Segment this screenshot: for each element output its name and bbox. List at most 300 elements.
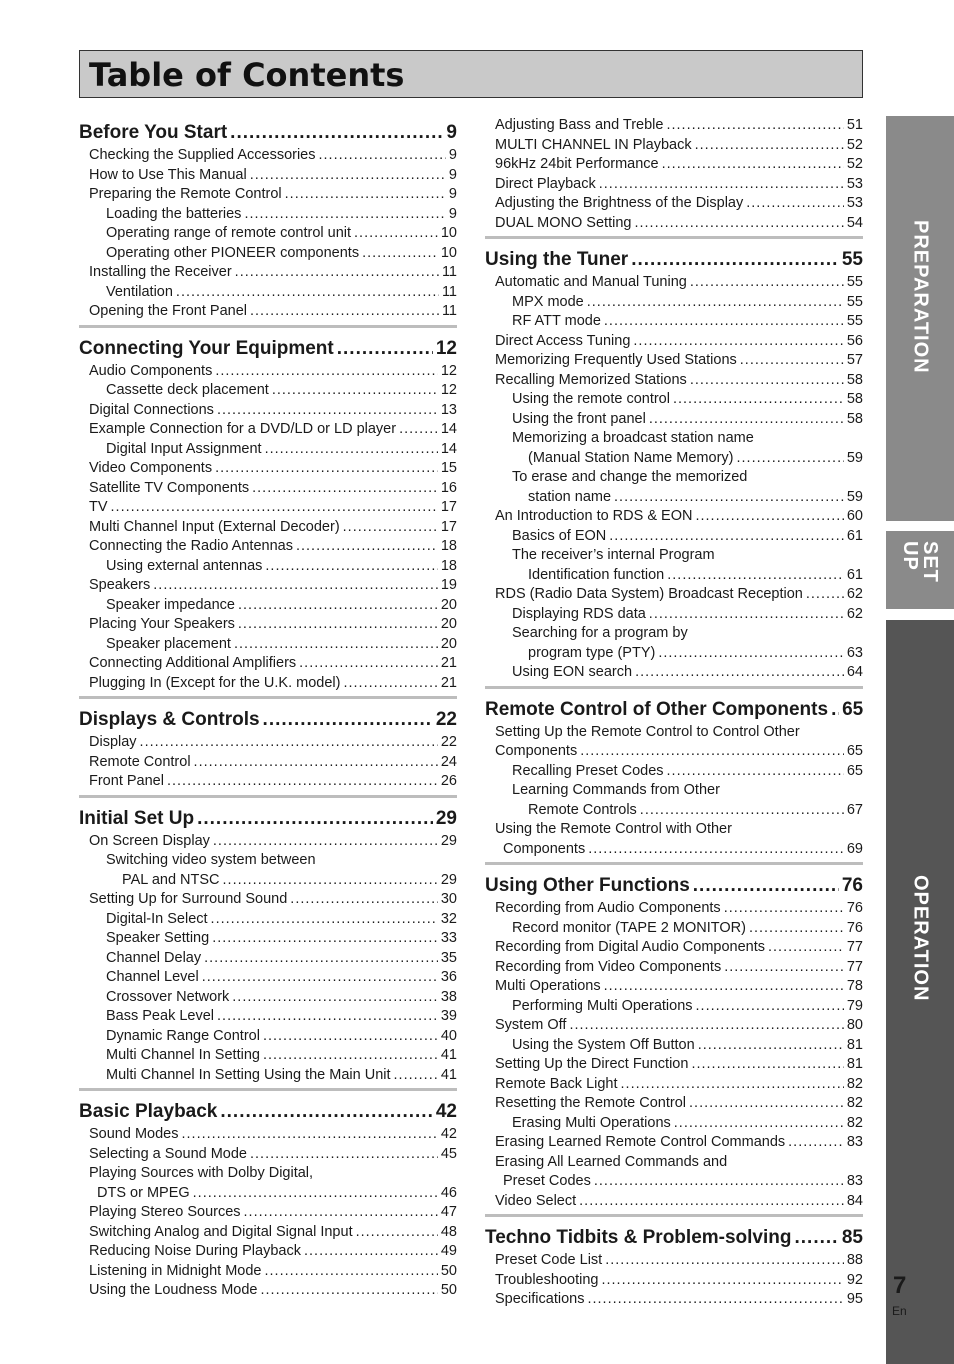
toc-entry[interactable] [485,899,863,919]
toc-entry-page: 62 [846,605,863,622]
toc-entry[interactable] [79,498,457,518]
toc-entry[interactable] [485,155,863,175]
toc-entry[interactable] [79,557,457,577]
toc-right-column [485,116,863,1321]
dot-leader [211,910,438,930]
toc-entry-title: Learning Commands from Other [512,782,720,798]
dot-leader [238,596,438,616]
toc-entry-title: Digital Connections [89,401,214,418]
dot-leader [250,166,446,186]
dot-leader [746,194,844,214]
section-heading-title: Connecting Your Equipment [79,337,334,359]
toc-entry[interactable] [485,663,863,683]
tab-preparation-label: PREPARATION [909,220,932,374]
toc-entry[interactable] [79,615,457,635]
toc-entry-page: 84 [846,1192,863,1209]
toc-entry-page: 55 [846,293,863,310]
toc-entry-title: Selecting a Sound Mode [89,1145,247,1162]
toc-entry[interactable] [485,958,863,978]
toc-entry[interactable] [79,949,457,969]
toc-entry[interactable] [485,1271,863,1291]
toc-entry[interactable] [485,1036,863,1056]
toc-entry-page: 15 [440,460,457,476]
toc-entry-page: 19 [440,577,457,593]
toc-entry[interactable] [79,1203,457,1223]
toc-entry[interactable] [79,381,457,401]
toc-entry[interactable] [485,1075,863,1095]
dot-leader [588,840,844,860]
toc-entry[interactable] [79,832,457,852]
toc-entry-page: 77 [846,939,863,955]
section-heading[interactable] [79,336,457,362]
toc-entry-page: 40 [440,1027,457,1044]
toc-entry[interactable] [485,293,863,313]
toc-entry[interactable] [79,968,457,988]
toc-entry[interactable] [485,605,863,625]
toc-entry-page: 58 [846,371,863,388]
section-heading[interactable] [79,806,457,832]
toc-entry[interactable] [485,351,863,371]
toc-entry-continued[interactable] [485,624,863,644]
toc-section [485,247,863,689]
toc-entry[interactable] [79,420,457,440]
toc-entry[interactable] [79,401,457,421]
section-heading-title: Remote Control of Other Components [485,698,829,720]
dot-leader [693,873,839,899]
dot-leader [230,120,443,146]
toc-entry-title: Specifications [495,1291,585,1307]
toc-entry-page: 88 [846,1252,863,1268]
dot-leader [202,968,438,988]
toc-entry[interactable] [79,910,457,930]
toc-entry-page: 57 [846,352,863,368]
toc-entry[interactable] [485,1114,863,1134]
tab-operation[interactable] [886,620,954,1364]
dot-leader [580,742,844,762]
toc-entry-title: Front Panel [89,773,164,789]
toc-entry-title: An Introduction to RDS & EON [495,508,693,524]
dot-leader [690,371,844,391]
toc-entry[interactable] [485,488,863,508]
toc-entry-title: Erasing Multi Operations [512,1114,671,1131]
toc-entry-title: Recalling Preset Codes [512,762,664,779]
toc-entry-title: Components [495,743,578,759]
dot-leader [167,772,438,792]
toc-entry-page: 55 [846,313,863,329]
dot-leader [212,929,438,949]
toc-entry[interactable] [79,224,457,244]
dot-leader [633,332,843,352]
toc-entry-page: 50 [440,1282,457,1298]
dot-leader [217,1007,438,1027]
section-heading-page: 9 [446,122,457,143]
toc-entry[interactable] [79,205,457,225]
dot-leader [194,753,438,773]
toc-entry-page: 95 [846,1291,863,1307]
toc-entry[interactable] [485,801,863,821]
section-heading[interactable] [485,247,863,273]
dot-leader [263,1027,438,1047]
toc-entry[interactable] [485,527,863,547]
toc-entry[interactable] [79,772,457,792]
toc-entry-page: 55 [846,274,863,290]
toc-entry-page: 64 [846,664,863,680]
section-heading-title: Using Other Functions [485,875,690,896]
dot-leader [634,214,843,234]
toc-entry-title: Bass Peak Level [106,1008,215,1024]
toc-entry[interactable] [485,938,863,958]
toc-entry[interactable] [485,1055,863,1075]
dot-leader [605,1251,844,1271]
dot-leader [667,566,844,586]
toc-entry-page: 54 [846,214,863,231]
toc-entry-title: Switching Analog and Digital Signal Input [89,1223,353,1240]
toc-entry-title: Direct Playback [495,175,596,192]
toc-entry-title: Digital Input Assignment [106,440,262,457]
toc-entry-continued[interactable] [485,820,863,840]
toc-entry[interactable] [485,390,863,410]
toc-entry[interactable] [79,1125,457,1145]
toc-entry-title: (Manual Station Name Memory) [528,449,734,466]
dot-leader [215,459,438,479]
toc-entry[interactable] [485,449,863,469]
toc-entry-title: Using the Loudness Mode [89,1282,258,1298]
toc-entry[interactable] [485,1172,863,1192]
toc-entry-title: Resetting the Remote Control [495,1095,687,1111]
toc-entry-title: Multi Channel Input (External Decoder) [89,518,340,535]
toc-entry[interactable] [79,185,457,205]
toc-entry[interactable] [485,1192,863,1212]
dot-leader [649,410,844,430]
dot-leader [737,449,844,469]
toc-entry-title: Speakers [89,577,151,593]
toc-entry-title: Using the remote control [512,391,670,407]
toc-entry[interactable] [485,136,863,156]
toc-entry-page: 39 [440,1008,457,1024]
toc-entry-title: Recording from Digital Audio Components [495,939,765,955]
dot-leader [569,1016,843,1036]
toc-entry[interactable] [485,1251,863,1271]
toc-entry[interactable] [485,1016,863,1036]
toc-entry[interactable] [485,997,863,1017]
toc-entry[interactable] [79,283,457,303]
toc-entry[interactable] [79,146,457,166]
toc-entry-page: 47 [440,1204,457,1220]
toc-entry-page: 20 [440,635,457,652]
toc-entry[interactable] [485,840,863,860]
toc-entry-title: Digital-In Select [106,910,208,927]
toc-entry-title: Recording from Audio Components [495,900,721,916]
dot-leader [263,1046,438,1066]
toc-entry-page: 9 [448,186,457,202]
toc-entry-title: The receiver’s internal Program [512,547,715,563]
dot-leader [695,507,843,527]
toc-entry-page: 82 [846,1114,863,1131]
toc-entry[interactable] [79,674,457,694]
dot-leader [354,224,438,244]
toc-entry-title: Using external antennas [106,557,263,574]
toc-entry-continued[interactable] [485,546,863,566]
section-heading[interactable] [485,1225,863,1251]
dot-leader [234,635,438,655]
toc-left-column [79,116,457,1312]
dot-leader [244,205,445,225]
toc-entry[interactable] [79,166,457,186]
toc-entry[interactable] [79,244,457,264]
section-heading-page: 55 [841,249,863,270]
toc-entry[interactable] [79,1027,457,1047]
toc-entry-title: Dynamic Range Control [106,1027,260,1044]
dot-leader [235,263,439,283]
toc-entry-page: 82 [846,1095,863,1111]
toc-entry[interactable] [485,762,863,782]
toc-entry-title: Multi Operations [495,978,601,994]
dot-leader [176,283,439,303]
dot-leader [204,949,438,969]
toc-entry[interactable] [79,1223,457,1243]
toc-section [79,120,457,328]
toc-entry-title: Memorizing Frequently Used Stations [495,352,737,368]
toc-entry[interactable] [79,263,457,283]
toc-entry-title: Loading the batteries [106,205,242,222]
dot-leader [356,1223,438,1243]
dot-leader [193,1184,438,1204]
toc-entry[interactable] [79,635,457,655]
dot-leader [343,674,437,694]
toc-entry-page: 22 [440,734,457,750]
toc-entry[interactable] [485,566,863,586]
toc-entry-page: 13 [440,401,457,418]
toc-entry-continued[interactable] [485,723,863,743]
toc-entry-title: RDS (Radio Data System) Broadcast Reception [495,586,803,602]
toc-entry-title: Connecting the Radio Antennas [89,538,293,554]
toc-entry-title: 96kHz 24bit Performance [495,156,659,172]
toc-entry-title: Setting Up for Surround Sound [89,891,288,907]
dot-leader [111,498,438,518]
toc-entry-page: 36 [440,969,457,985]
toc-entry-page: 29 [440,871,457,888]
toc-entry-page: 18 [440,538,457,554]
toc-entry[interactable] [79,1007,457,1027]
toc-entry[interactable] [485,1094,863,1114]
toc-entry[interactable] [79,537,457,557]
toc-entry-continued[interactable] [79,851,457,871]
toc-entry[interactable] [79,576,457,596]
toc-entry-title: Operating other PIONEER components [106,244,360,261]
toc-entry[interactable] [79,654,457,674]
toc-entry-title: Opening the Front Panel [89,303,247,319]
toc-entry-title: Searching for a program by [512,625,688,641]
dot-leader [252,479,438,499]
toc-entry-page: 67 [846,801,863,818]
dot-leader [285,185,446,205]
toc-entry[interactable] [79,1145,457,1165]
toc-entry[interactable] [79,1066,457,1086]
toc-entry-continued[interactable] [485,781,863,801]
toc-entry-title: PAL and NTSC [122,871,220,888]
dot-leader [394,1066,438,1086]
dot-leader [674,1114,844,1134]
toc-entry[interactable] [79,871,457,891]
section-heading[interactable] [79,120,457,146]
toc-entry-title: Remote Control [89,753,191,770]
dot-leader [299,654,438,674]
dot-leader [689,1094,844,1114]
toc-entry[interactable] [485,116,863,136]
toc-entry-title: Adjusting the Brightness of the Display [495,195,744,211]
toc-entry[interactable] [79,1242,457,1262]
toc-entry-title: Displaying RDS data [512,605,646,622]
toc-entry-title: Using EON search [512,664,633,680]
toc-entry[interactable] [79,988,457,1008]
toc-entry-page: 10 [440,244,457,261]
toc-entry-title: Record monitor (TAPE 2 MONITOR) [512,919,746,936]
dot-leader [181,1125,437,1145]
toc-entry[interactable] [79,479,457,499]
dot-leader [319,146,446,166]
toc-entry-page: 83 [846,1173,863,1189]
toc-entry-page: 82 [846,1075,863,1092]
dot-leader [673,390,844,410]
toc-entry[interactable] [485,194,863,214]
toc-entry-page: 61 [846,527,863,544]
toc-entry-page: 76 [846,900,863,916]
toc-entry-continued[interactable] [485,468,863,488]
dot-leader [265,557,437,577]
dot-leader [587,293,844,313]
toc-entry[interactable] [485,977,863,997]
toc-entry-page: 92 [846,1271,863,1288]
toc-entry-title: Channel Delay [106,949,202,966]
toc-section [485,697,863,866]
toc-entry-page: 65 [846,762,863,779]
toc-entry[interactable] [485,371,863,391]
toc-entry[interactable] [79,518,457,538]
tab-preparation[interactable] [886,116,954,521]
toc-entry[interactable] [79,1046,457,1066]
toc-entry-page: 81 [846,1036,863,1053]
toc-entry-title: Recording from Video Components [495,958,722,975]
section-heading-title: Techno Tidbits & Problem-solving [485,1227,792,1248]
toc-entry[interactable] [79,596,457,616]
toc-section [485,873,863,1217]
dot-leader [337,336,433,362]
toc-entry-title: Setting Up the Direct Function [495,1056,689,1072]
toc-entry-title: Speaker Setting [106,930,210,946]
toc-entry-title: DTS or MPEG [97,1184,190,1201]
toc-entry[interactable] [79,1281,457,1301]
toc-entry[interactable] [485,1133,863,1153]
toc-entry-page: 38 [440,988,457,1005]
toc-entry[interactable] [79,362,457,382]
toc-entry-title: Adjusting Bass and Treble [495,117,664,133]
toc-entry[interactable] [79,890,457,910]
toc-entry-title: DUAL MONO Setting [495,214,632,231]
page-number: 7 [893,1272,907,1299]
toc-entry-page: 10 [440,225,457,241]
toc-entry-page: 41 [440,1047,457,1063]
tab-setup[interactable] [886,531,954,609]
toc-entry[interactable] [485,507,863,527]
section-heading[interactable] [485,873,863,899]
toc-entry[interactable] [485,644,863,664]
toc-entry-page: 9 [448,147,457,163]
toc-entry[interactable] [485,585,863,605]
toc-entry[interactable] [485,410,863,430]
toc-entry-page: 20 [440,616,457,632]
toc-entry-title: TV [89,499,108,515]
toc-entry-title: Performing Multi Operations [512,997,693,1014]
toc-entry[interactable] [485,214,863,234]
toc-entry-title: Speaker impedance [106,596,235,613]
toc-entry-page: 56 [846,332,863,349]
toc-entry-title: On Screen Display [89,832,210,849]
toc-entry-title: Sound Modes [89,1126,179,1142]
toc-entry-title: program type (PTY) [528,644,656,661]
toc-entry-page: 46 [440,1184,457,1201]
toc-entry-page: 9 [448,205,457,222]
section-heading[interactable] [79,707,457,733]
toc-entry-page: 12 [440,382,457,398]
toc-entry[interactable] [485,175,863,195]
section-heading[interactable] [79,1099,457,1125]
section-heading[interactable] [485,697,863,723]
toc-entry-title: Installing the Receiver [89,264,232,280]
toc-section [485,116,863,239]
dot-leader [621,1075,844,1095]
toc-entry-title: Remote Back Light [495,1075,618,1092]
toc-entry[interactable] [485,742,863,762]
toc-entry-page: 53 [846,175,863,192]
toc-entry[interactable] [79,733,457,753]
toc-entry[interactable] [485,273,863,293]
toc-entry-continued[interactable] [485,429,863,449]
toc-entry[interactable] [79,1262,457,1282]
toc-entry-title: Checking the Supplied Accessories [89,147,316,163]
toc-entry[interactable] [79,302,457,322]
toc-entry[interactable] [485,919,863,939]
toc-entry-page: 32 [440,910,457,927]
toc-entry[interactable] [79,440,457,460]
toc-entry[interactable] [485,312,863,332]
toc-entry-title: Satellite TV Components [89,479,250,496]
toc-entry-page: 48 [440,1223,457,1240]
toc-entry[interactable] [485,332,863,352]
toc-entry-page: 81 [846,1056,863,1072]
toc-entry-title: Direct Access Tuning [495,332,631,349]
toc-entry-page: 76 [846,919,863,936]
toc-entry-page: 18 [440,557,457,574]
toc-entry-title: Preset Codes [503,1173,591,1189]
toc-entry-title: Playing Sources with Dolby Digital, [89,1165,314,1181]
section-heading-page: 29 [435,807,457,829]
toc-entry-page: 17 [440,518,457,535]
toc-entry[interactable] [79,753,457,773]
dot-leader [579,1192,844,1212]
dot-leader [724,958,844,978]
toc-entry[interactable] [79,459,457,479]
toc-entry-continued[interactable] [485,1153,863,1173]
toc-entry-page: 49 [440,1243,457,1259]
toc-entry-continued[interactable] [79,1164,457,1184]
toc-entry[interactable] [79,929,457,949]
tab-setup-label: SET UP [899,541,941,583]
dot-leader [599,175,844,195]
toc-entry[interactable] [79,1184,457,1204]
toc-entry[interactable] [485,1290,863,1310]
toc-entry-title: Audio Components [89,362,213,379]
dot-leader [263,707,433,733]
